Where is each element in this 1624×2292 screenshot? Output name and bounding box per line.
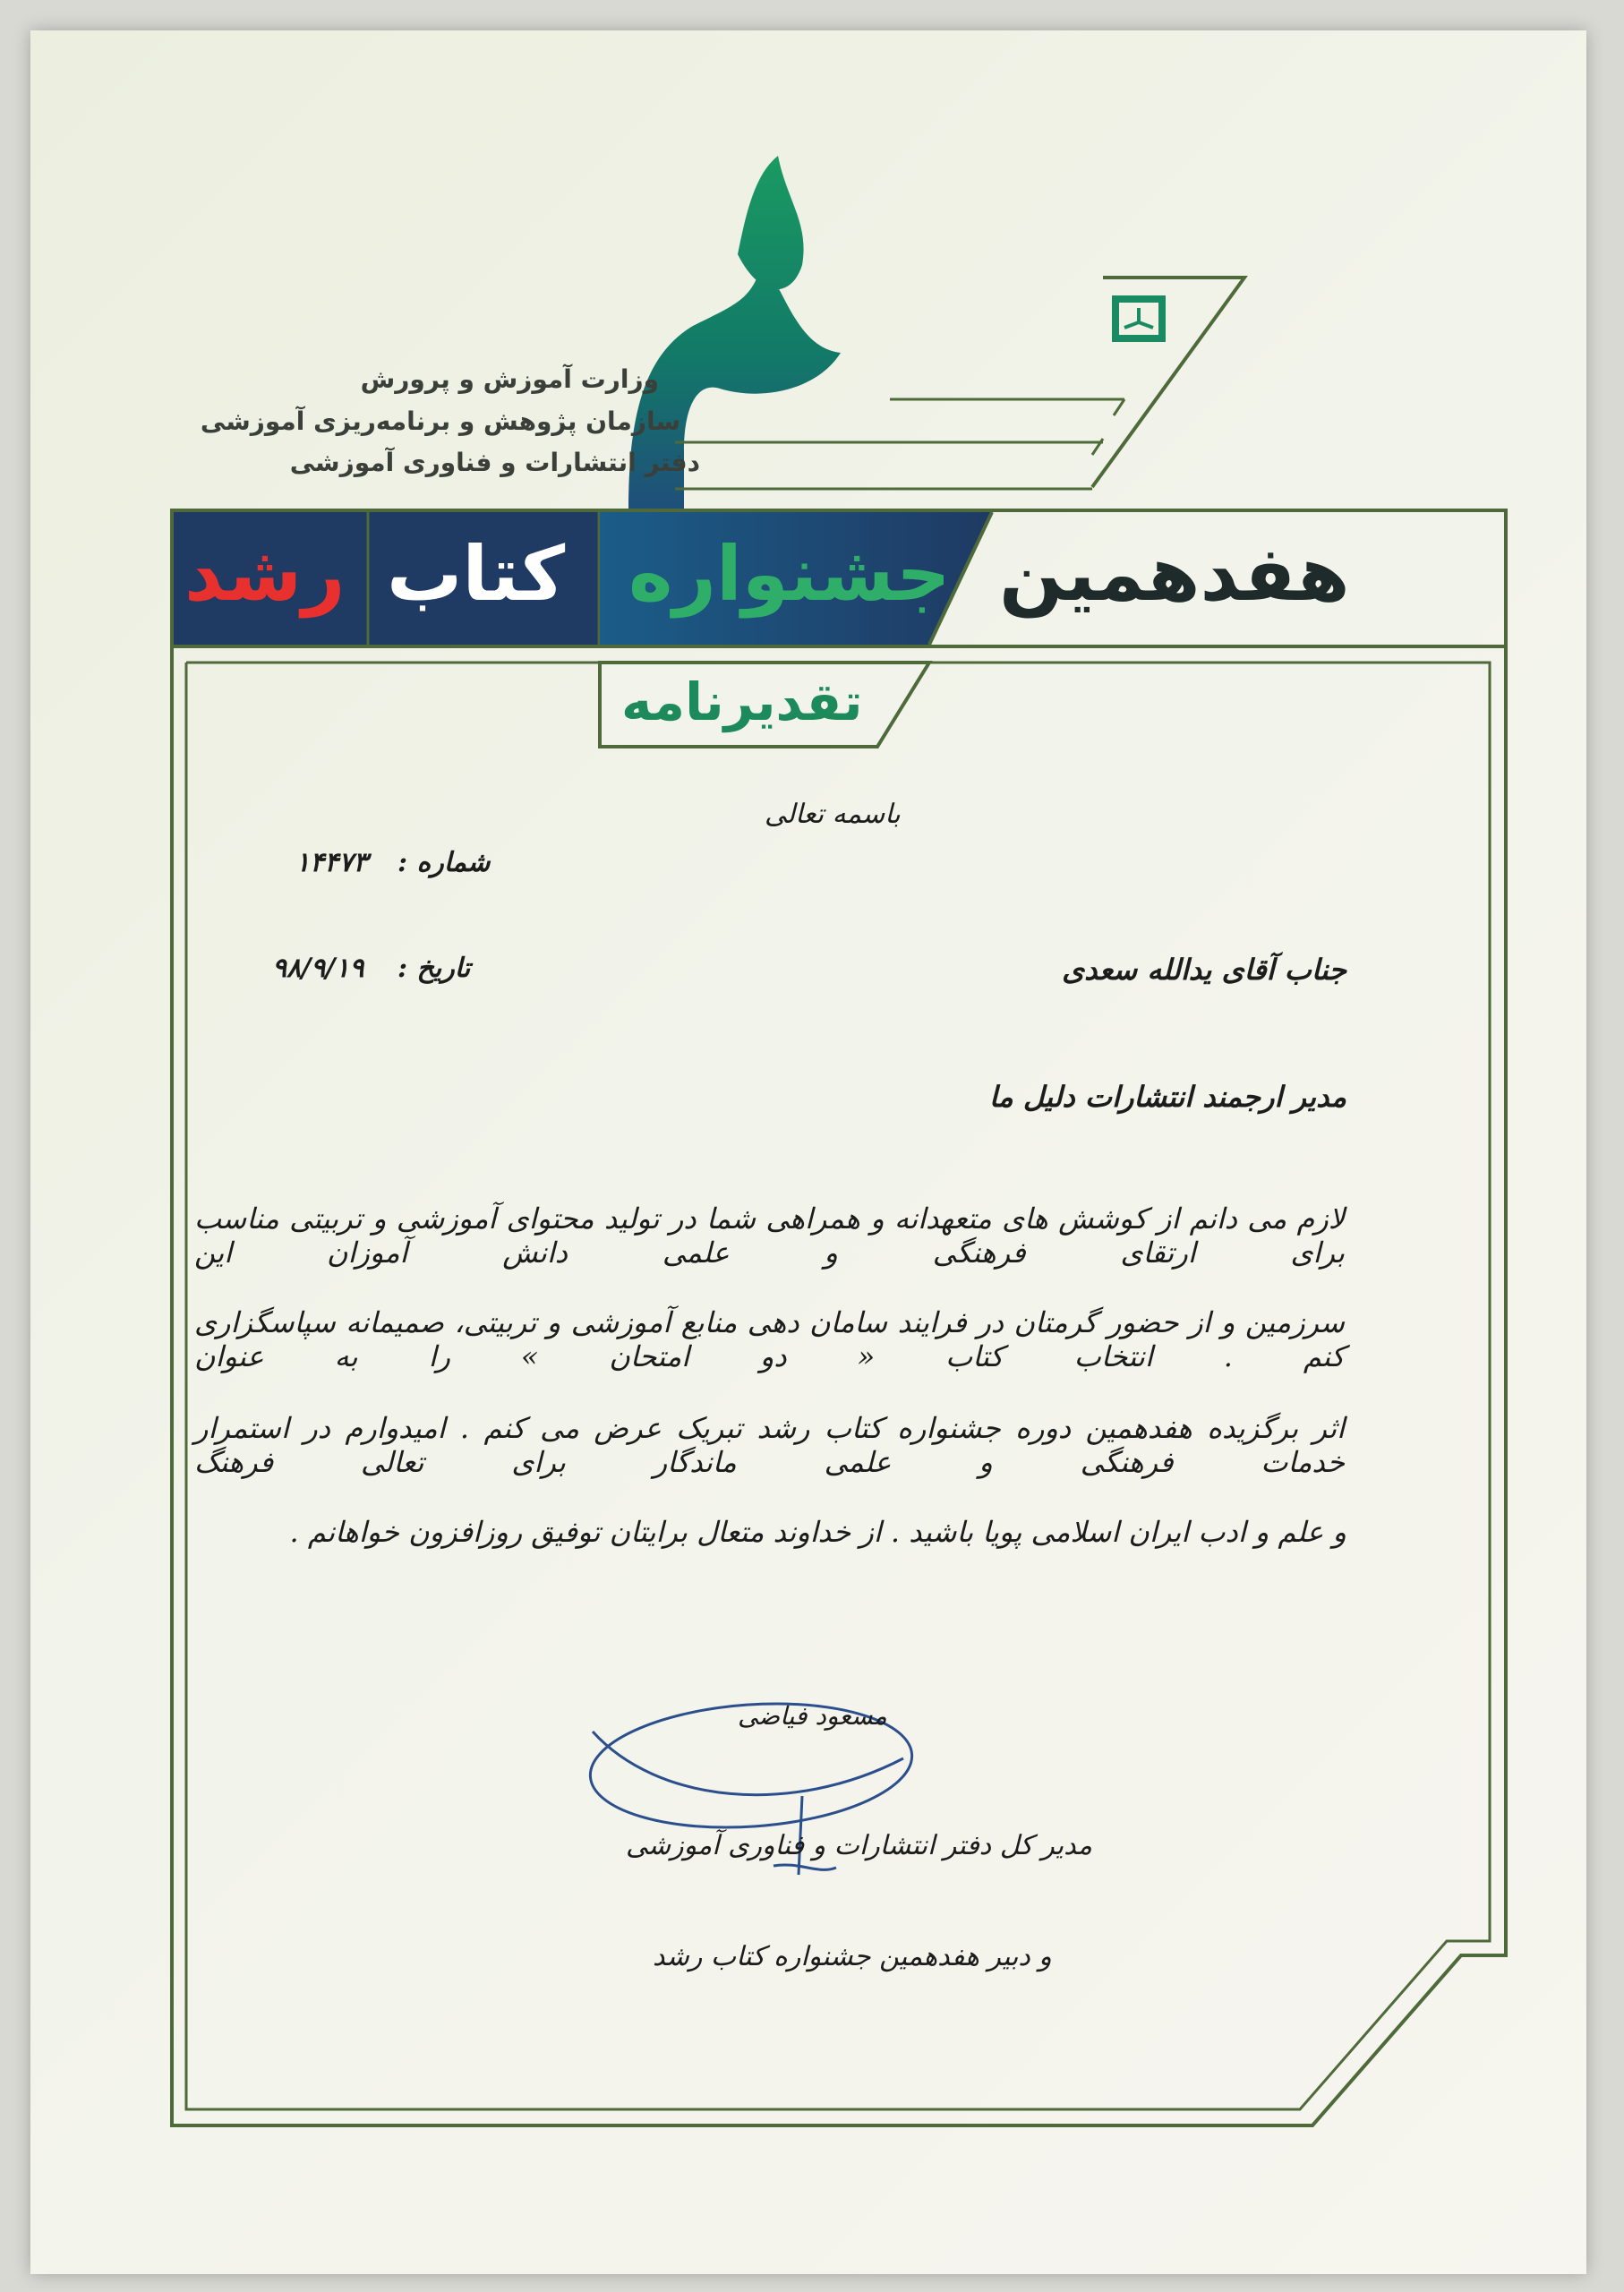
banner-festival: جشنواره [628, 530, 951, 618]
recipient-title: مدیر ارجمند انتشارات دلیل ما [988, 1080, 1346, 1114]
banner-ordinal: هفدهمین [999, 530, 1350, 618]
recipient-name: جناب آقای یدالله سعدی [1062, 953, 1346, 987]
organization-name: سازمان پژوهش و برنامه‌ریزی آموزشی [200, 406, 680, 436]
number-label: شماره : [397, 847, 491, 878]
number-value: ۱۴۴۷۳ [295, 847, 368, 878]
body-line-3: اثر برگزیده هفدهمین دوره جشنواره کتاب رشد تبریک عرض می کنم . امیدوارم در استمرار خدمات فرهنگی و علمی ماندگار برای تعالی فرهنگ [194, 1411, 1346, 1479]
invocation: باسمه تعالی [765, 799, 901, 830]
banner-book: کتاب [387, 530, 566, 618]
certificate-page [30, 30, 1586, 2274]
ministry-name: وزارت آموزش و پرورش [360, 364, 659, 394]
signer-name: مسعود فیاضی [738, 1701, 887, 1731]
outer-frame [172, 646, 1506, 2125]
ministry-emblem-icon [1112, 295, 1166, 342]
banner-roshd: رشد [184, 530, 346, 618]
inner-frame [186, 663, 1490, 2109]
body-line-4: و علم و ادب ایران اسلامی پویا باشید . از خداوند متعال برایتان توفیق روزافزون خواهانم . [289, 1515, 1346, 1549]
body-line-2: سرزمین و از حضور گرمتان در فرایند سامان دهی منابع آموزشی و تربیتی، صمیمانه سپاسگزاری کنم . انتخاب کتاب « دو امتحان » را به عنوان [194, 1305, 1345, 1373]
office-name: دفتر انتشارات و فناوری آموزشی [289, 448, 700, 477]
date-value: ۹۸/۹/۱۹ [272, 953, 364, 984]
body-line-1: لازم می دانم از کوشش های متعهدانه و همراهی شما در تولید محتوای آموزشی و تربیتی مناسب برای ارتقای فرهنگی و علمی دانش آموزان این [194, 1202, 1345, 1270]
signer-position: مدیر کل دفتر انتشارات و فناوری آموزشی [626, 1830, 1092, 1861]
certificate-subtitle: تقدیرنامه [621, 671, 863, 732]
date-label: تاریخ : [397, 953, 471, 984]
signer-secretary: و دبیر هفدهمین جشنواره کتاب رشد [653, 1941, 1052, 1972]
